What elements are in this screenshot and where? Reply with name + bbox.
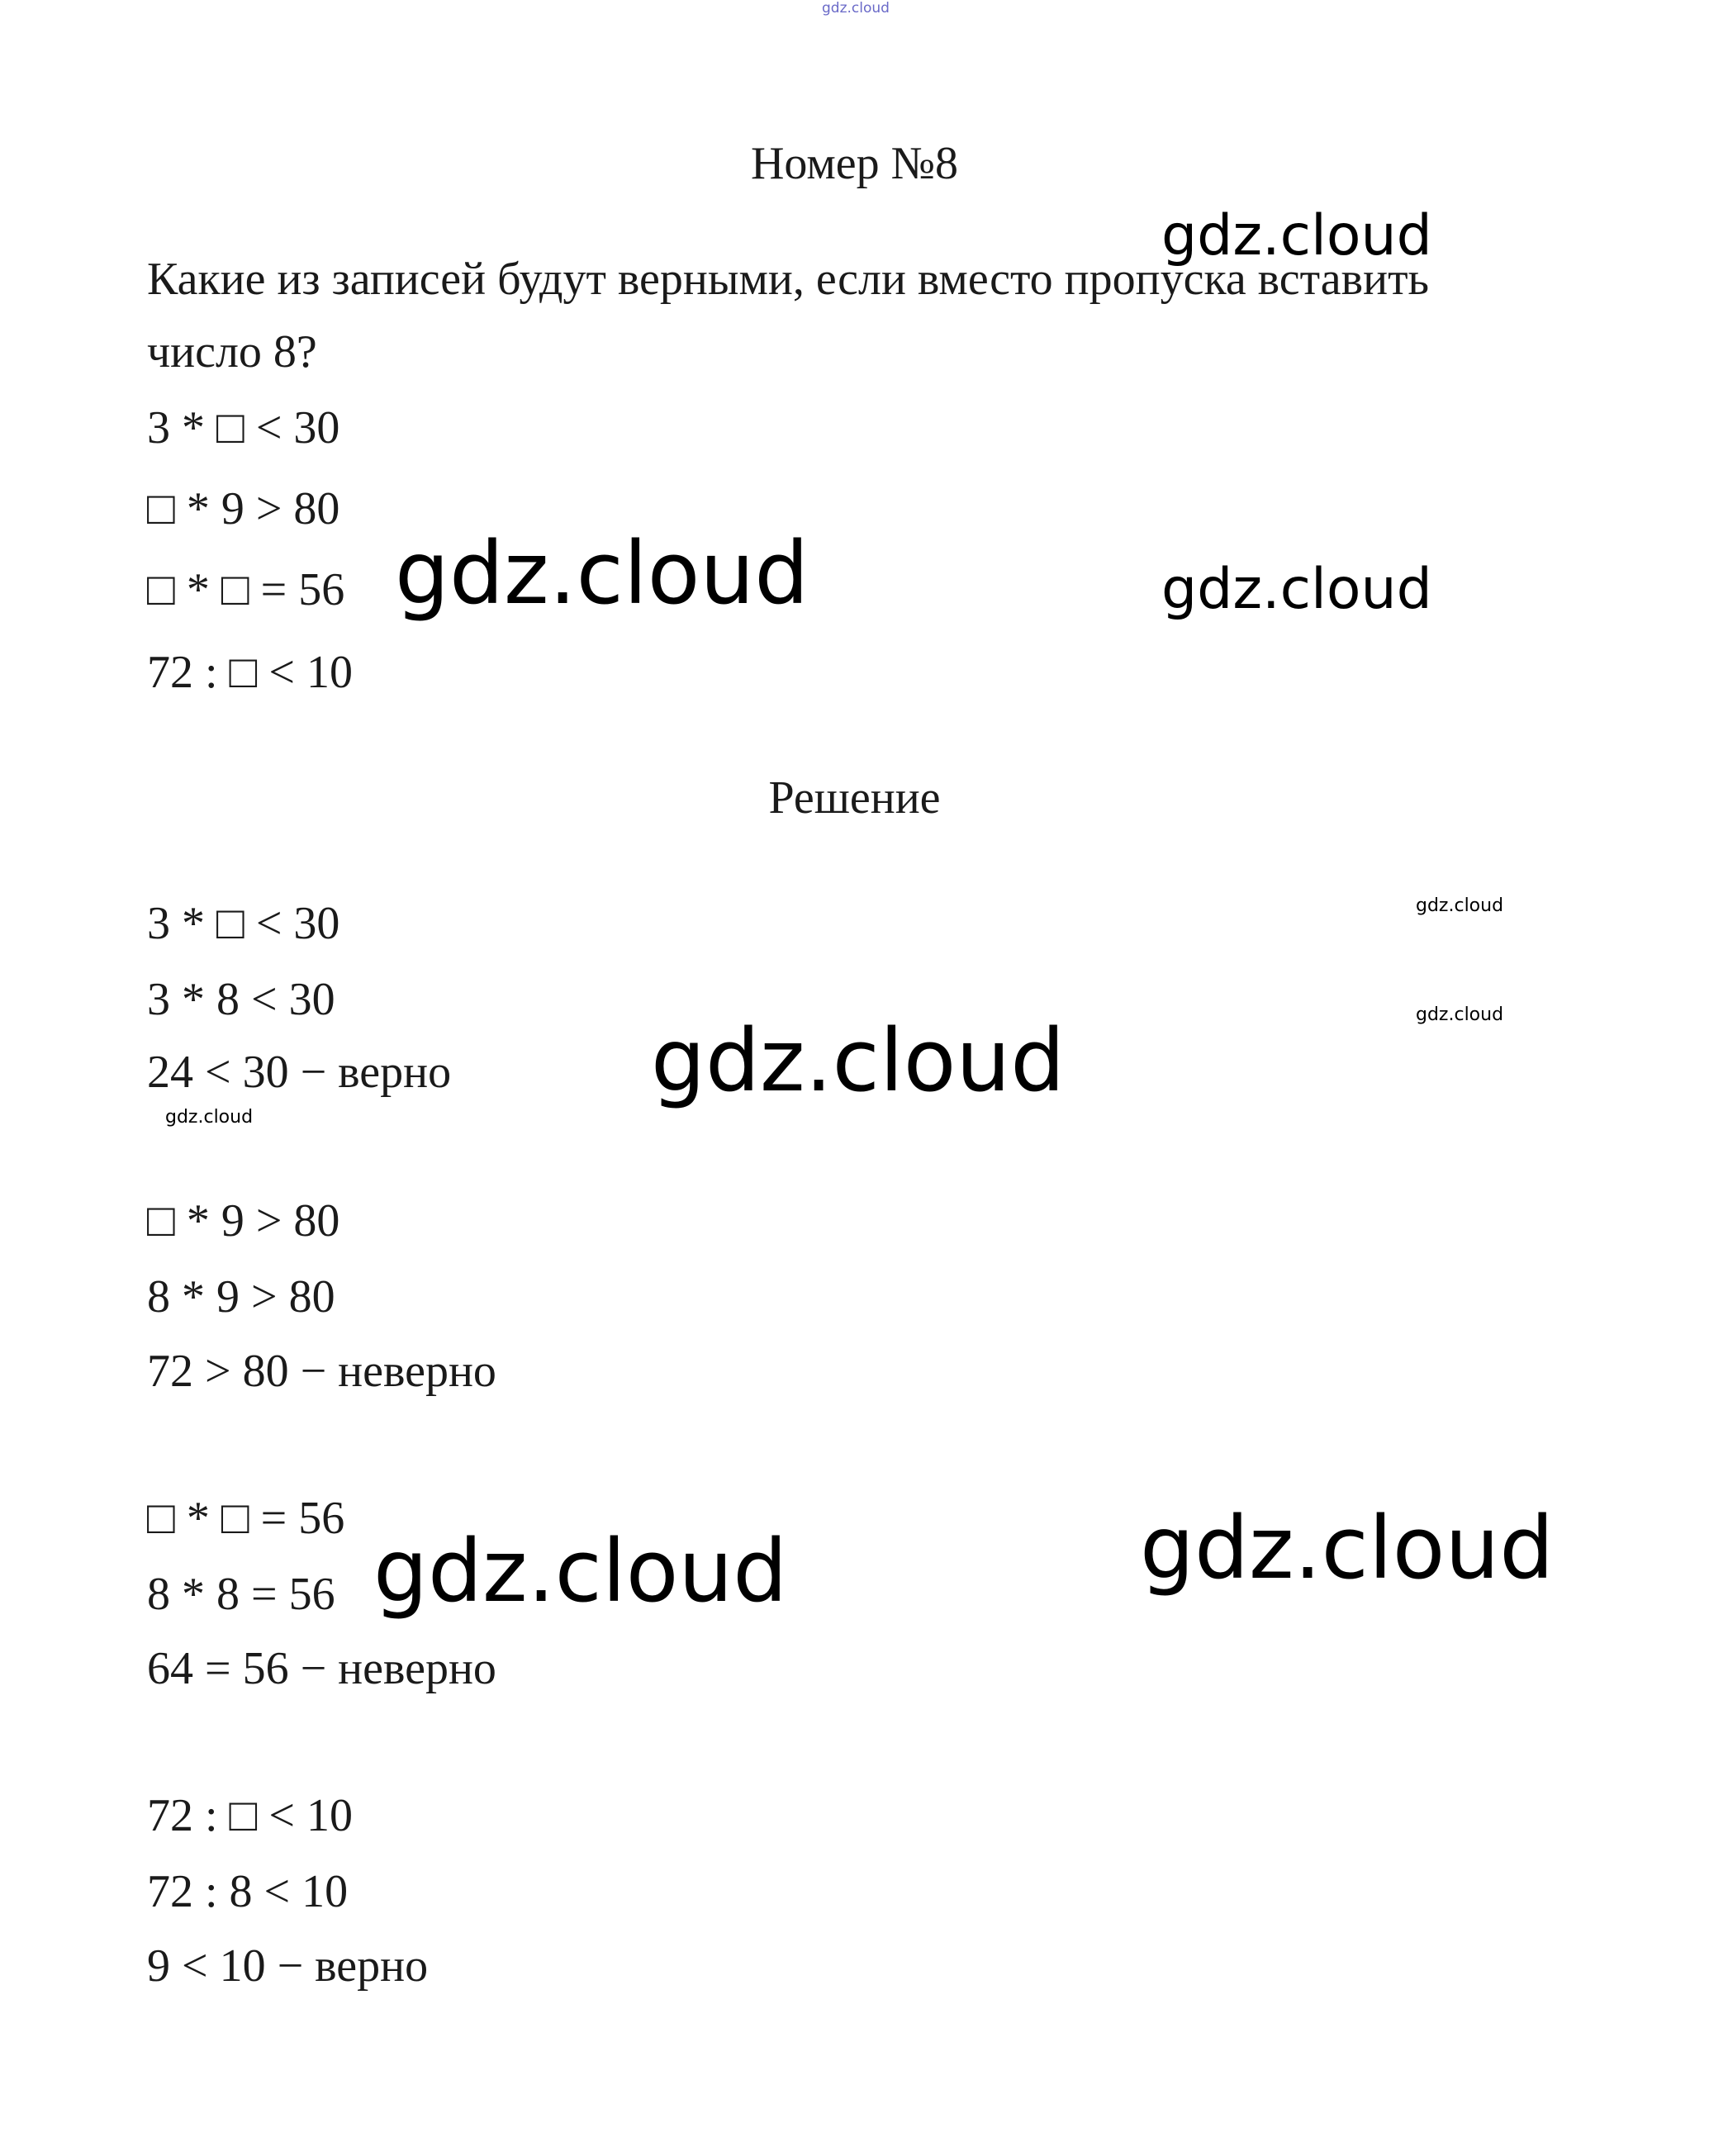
question-line-1: Какие из записей будут верными, если вместо пропуска вставить [147, 254, 1430, 305]
task-4: 72 : □ < 10 [147, 647, 353, 698]
watermark: gdz.cloud [1416, 1004, 1504, 1025]
solution-4-line-3: 9 < 10 − верно [147, 1940, 429, 1992]
solution-2-line-1: □ * 9 > 80 [147, 1195, 340, 1247]
solution-3-line-1: □ * □ = 56 [147, 1493, 345, 1544]
solution-4-line-2: 72 : 8 < 10 [147, 1866, 349, 1917]
header-watermark: gdz.cloud [822, 0, 890, 17]
watermark: gdz.cloud [395, 523, 809, 624]
solution-1-line-1: 3 * □ < 30 [147, 898, 340, 949]
watermark: gdz.cloud [165, 1107, 254, 1128]
solution-4-line-1: 72 : □ < 10 [147, 1790, 353, 1841]
watermark: gdz.cloud [373, 1521, 788, 1622]
solution-2-line-3: 72 > 80 − неверно [147, 1346, 496, 1397]
watermark: gdz.cloud [1416, 895, 1504, 916]
task-3: □ * □ = 56 [147, 564, 345, 615]
solution-2-line-2: 8 * 9 > 80 [147, 1271, 335, 1323]
watermark: gdz.cloud [1140, 1498, 1555, 1598]
solution-title: Решение [768, 772, 941, 824]
watermark: gdz.cloud [1161, 203, 1432, 268]
solution-3-line-3: 64 = 56 − неверно [147, 1643, 496, 1694]
task-2: □ * 9 > 80 [147, 483, 340, 534]
question-line-2: число 8? [147, 326, 317, 378]
page-title: Номер №8 [750, 138, 959, 189]
watermark: gdz.cloud [651, 1010, 1066, 1111]
watermark: gdz.cloud [1161, 557, 1432, 622]
task-1: 3 * □ < 30 [147, 402, 340, 454]
solution-3-line-2: 8 * 8 = 56 [147, 1569, 335, 1620]
solution-1-line-3: 24 < 30 − верно [147, 1047, 452, 1098]
solution-1-line-2: 3 * 8 < 30 [147, 974, 335, 1025]
